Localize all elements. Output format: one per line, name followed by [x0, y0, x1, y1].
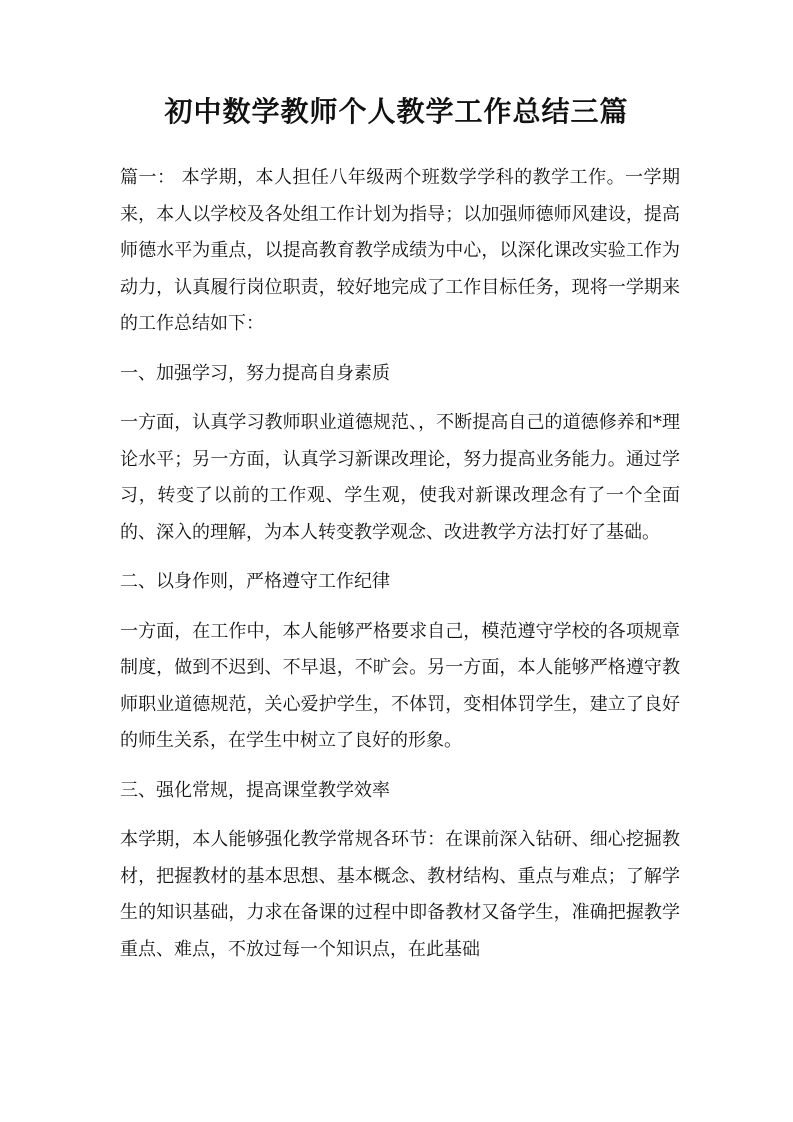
paragraph-study: 一方面，认真学习教师职业道德规范、，不断提高自己的道德修养和*理论水平；另一方面，认真学习新课改理论，努力提高业务能力。通过学习，转变了以前的工作观、学生观，使我对新课改理念有了一个全面的、深入的理解，为本人转变教学观念、改进教学方法打好了基础。 — [120, 412, 680, 543]
paragraph-routine: 本学期，本人能够强化教学常规各环节：在课前深入钻研、细心挖掘教材，把握教材的基本思想、基本概念、教材结构、重点与难点；了解学生的知识基础，力求在备课的过程中即备教材又备学生，准确把握教学重点、难点，不放过每一个知识点，在此基础 — [120, 829, 680, 960]
section-heading-1: 一、加强学习，努力提高自身素质 — [120, 362, 390, 384]
section-heading-2: 二、以身作则，严格遵守工作纪律 — [120, 571, 390, 592]
document-body — [120, 160, 680, 981]
paragraph-intro: 篇一： 本学期，本人担任八年级两个班数学学科的教学工作。一学期来，本人以学校及各处组工作计划为指导；以加强师德师风建设，提高师德水平为重点，以提高教育教学成绩为中心，以深化课改实验工作为动力，认真履行岗位职责，较好地完成了工作目标任务，现将一学期来的工作总结如下： — [120, 167, 680, 334]
document-title: 初中数学教师个人教学工作总结三篇 — [164, 95, 629, 128]
paragraph-discipline: 一方面，在工作中，本人能够严格要求自己，模范遵守学校的各项规章制度，做到不迟到、不早退，不旷会。另一方面，本人能够严格遵守教师职业道德规范，关心爱护学生，不体罚，变相体罚学生，建立了良好的师生关系，在学生中树立了良好的形象。 — [120, 620, 680, 751]
section-heading-3: 三、强化常规，提高课堂教学效率 — [120, 779, 390, 801]
